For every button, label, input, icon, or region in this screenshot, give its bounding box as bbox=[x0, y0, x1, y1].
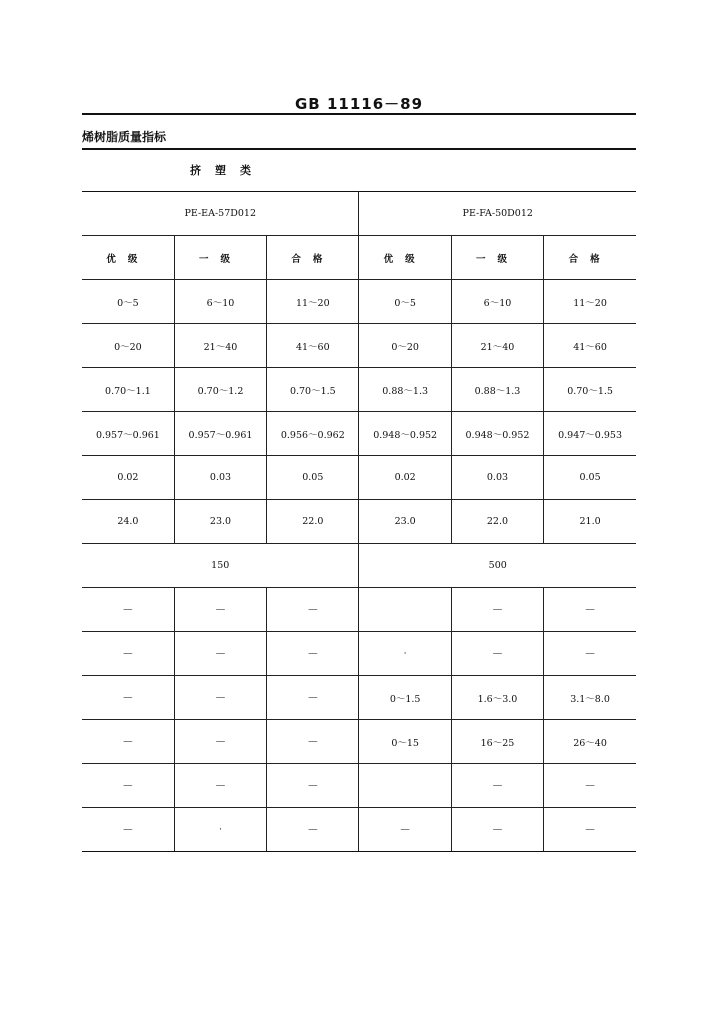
table-row bbox=[82, 500, 636, 544]
table-cell: — bbox=[82, 764, 174, 808]
table-cell: 0.956～0.962 bbox=[267, 412, 359, 456]
merged-row bbox=[82, 544, 636, 588]
table-cell: 16～25 bbox=[451, 720, 543, 764]
table-cell: — bbox=[267, 676, 359, 720]
table-cell: 0～5 bbox=[82, 280, 174, 324]
table-cell: 0.70～1.5 bbox=[544, 368, 636, 412]
table-cell: 0.948～0.952 bbox=[359, 412, 451, 456]
table-cell: — bbox=[82, 808, 174, 852]
table-cell: 6～10 bbox=[174, 280, 266, 324]
table-cell: 41～60 bbox=[267, 324, 359, 368]
standard-code: GB 11116－89 bbox=[294, 95, 424, 113]
table-row bbox=[82, 280, 636, 324]
section-rule bbox=[82, 148, 636, 150]
table-cell: 0.88～1.3 bbox=[359, 368, 451, 412]
grade-header: 一级 bbox=[174, 236, 266, 280]
table-cell: — bbox=[174, 588, 266, 632]
table-row bbox=[82, 676, 636, 720]
table-cell: 0.88～1.3 bbox=[451, 368, 543, 412]
table-cell: — bbox=[174, 764, 266, 808]
table-cell: — bbox=[544, 588, 636, 632]
table-cell: 0.70～1.2 bbox=[174, 368, 266, 412]
grade-group-header: PE-EA-57D012 bbox=[82, 192, 359, 236]
table-cell: 11～20 bbox=[267, 280, 359, 324]
table-cell: 21～40 bbox=[174, 324, 266, 368]
grade-header: 合格 bbox=[267, 236, 359, 280]
table-cell: 0.957～0.961 bbox=[82, 412, 174, 456]
table-cell: — bbox=[267, 632, 359, 676]
spec-table-body bbox=[82, 192, 636, 852]
table-cell: 23.0 bbox=[174, 500, 266, 544]
table-cell: · bbox=[359, 632, 451, 676]
table-cell: 23.0 bbox=[359, 500, 451, 544]
table-cell bbox=[359, 764, 451, 808]
table-row bbox=[82, 588, 636, 632]
grade-header: 优级 bbox=[82, 236, 174, 280]
table-cell: — bbox=[174, 676, 266, 720]
table-cell: 0～20 bbox=[82, 324, 174, 368]
table-cell: 41～60 bbox=[544, 324, 636, 368]
table-cell: 22.0 bbox=[267, 500, 359, 544]
table-cell: — bbox=[451, 588, 543, 632]
table-cell: — bbox=[174, 720, 266, 764]
grade-header: 合格 bbox=[544, 236, 636, 280]
table-cell: 0.05 bbox=[544, 456, 636, 500]
table-cell: — bbox=[82, 632, 174, 676]
table-cell: — bbox=[267, 588, 359, 632]
table-cell: — bbox=[267, 720, 359, 764]
category-label: 挤塑类 bbox=[190, 164, 265, 177]
table-row bbox=[82, 808, 636, 852]
table-row bbox=[82, 456, 636, 500]
table-cell: 0～20 bbox=[359, 324, 451, 368]
table-cell: — bbox=[544, 632, 636, 676]
table-cell: — bbox=[359, 808, 451, 852]
quality-spec-table bbox=[82, 191, 636, 852]
grade-group-row bbox=[82, 192, 636, 236]
table-cell: 0.947～0.953 bbox=[544, 412, 636, 456]
table-cell: 3.1～8.0 bbox=[544, 676, 636, 720]
table-row bbox=[82, 720, 636, 764]
table-row bbox=[82, 632, 636, 676]
table-row bbox=[82, 412, 636, 456]
table-cell: 0～15 bbox=[359, 720, 451, 764]
table-cell: — bbox=[267, 764, 359, 808]
table-cell: 0.02 bbox=[359, 456, 451, 500]
section-title: 烯树脂质量指标 bbox=[82, 130, 167, 144]
table-cell: — bbox=[174, 632, 266, 676]
table-row bbox=[82, 368, 636, 412]
grade-header: 一级 bbox=[451, 236, 543, 280]
table-cell: 0～5 bbox=[359, 280, 451, 324]
table-cell: 0.70～1.5 bbox=[267, 368, 359, 412]
table-cell: — bbox=[82, 720, 174, 764]
table-cell: 11～20 bbox=[544, 280, 636, 324]
table-cell: — bbox=[82, 676, 174, 720]
table-cell bbox=[359, 588, 451, 632]
table-cell: 0.02 bbox=[82, 456, 174, 500]
table-cell: — bbox=[451, 808, 543, 852]
table-cell: — bbox=[451, 764, 543, 808]
table-cell: — bbox=[267, 808, 359, 852]
table-cell: 21.0 bbox=[544, 500, 636, 544]
table-cell: 6～10 bbox=[451, 280, 543, 324]
table-cell: 0～1.5 bbox=[359, 676, 451, 720]
table-cell: 24.0 bbox=[82, 500, 174, 544]
table-cell: — bbox=[451, 632, 543, 676]
merged-cell: 150 bbox=[82, 544, 359, 588]
table-cell: — bbox=[82, 588, 174, 632]
table-cell: · bbox=[174, 808, 266, 852]
table-cell: 0.957～0.961 bbox=[174, 412, 266, 456]
table-cell: 0.05 bbox=[267, 456, 359, 500]
table-cell: 0.03 bbox=[174, 456, 266, 500]
table-cell: 26～40 bbox=[544, 720, 636, 764]
table-cell: 21～40 bbox=[451, 324, 543, 368]
table-cell: 0.70～1.1 bbox=[82, 368, 174, 412]
table-cell: 22.0 bbox=[451, 500, 543, 544]
grade-row bbox=[82, 236, 636, 280]
top-rule bbox=[82, 113, 636, 115]
grade-header: 优级 bbox=[359, 236, 451, 280]
table-row bbox=[82, 324, 636, 368]
table-cell: 1.6～3.0 bbox=[451, 676, 543, 720]
merged-cell: 500 bbox=[359, 544, 636, 588]
table-cell: — bbox=[544, 808, 636, 852]
table-cell: 0.03 bbox=[451, 456, 543, 500]
table-row bbox=[82, 764, 636, 808]
table-cell: — bbox=[544, 764, 636, 808]
grade-group-header: PE-FA-50D012 bbox=[359, 192, 636, 236]
table-cell: 0.948～0.952 bbox=[451, 412, 543, 456]
